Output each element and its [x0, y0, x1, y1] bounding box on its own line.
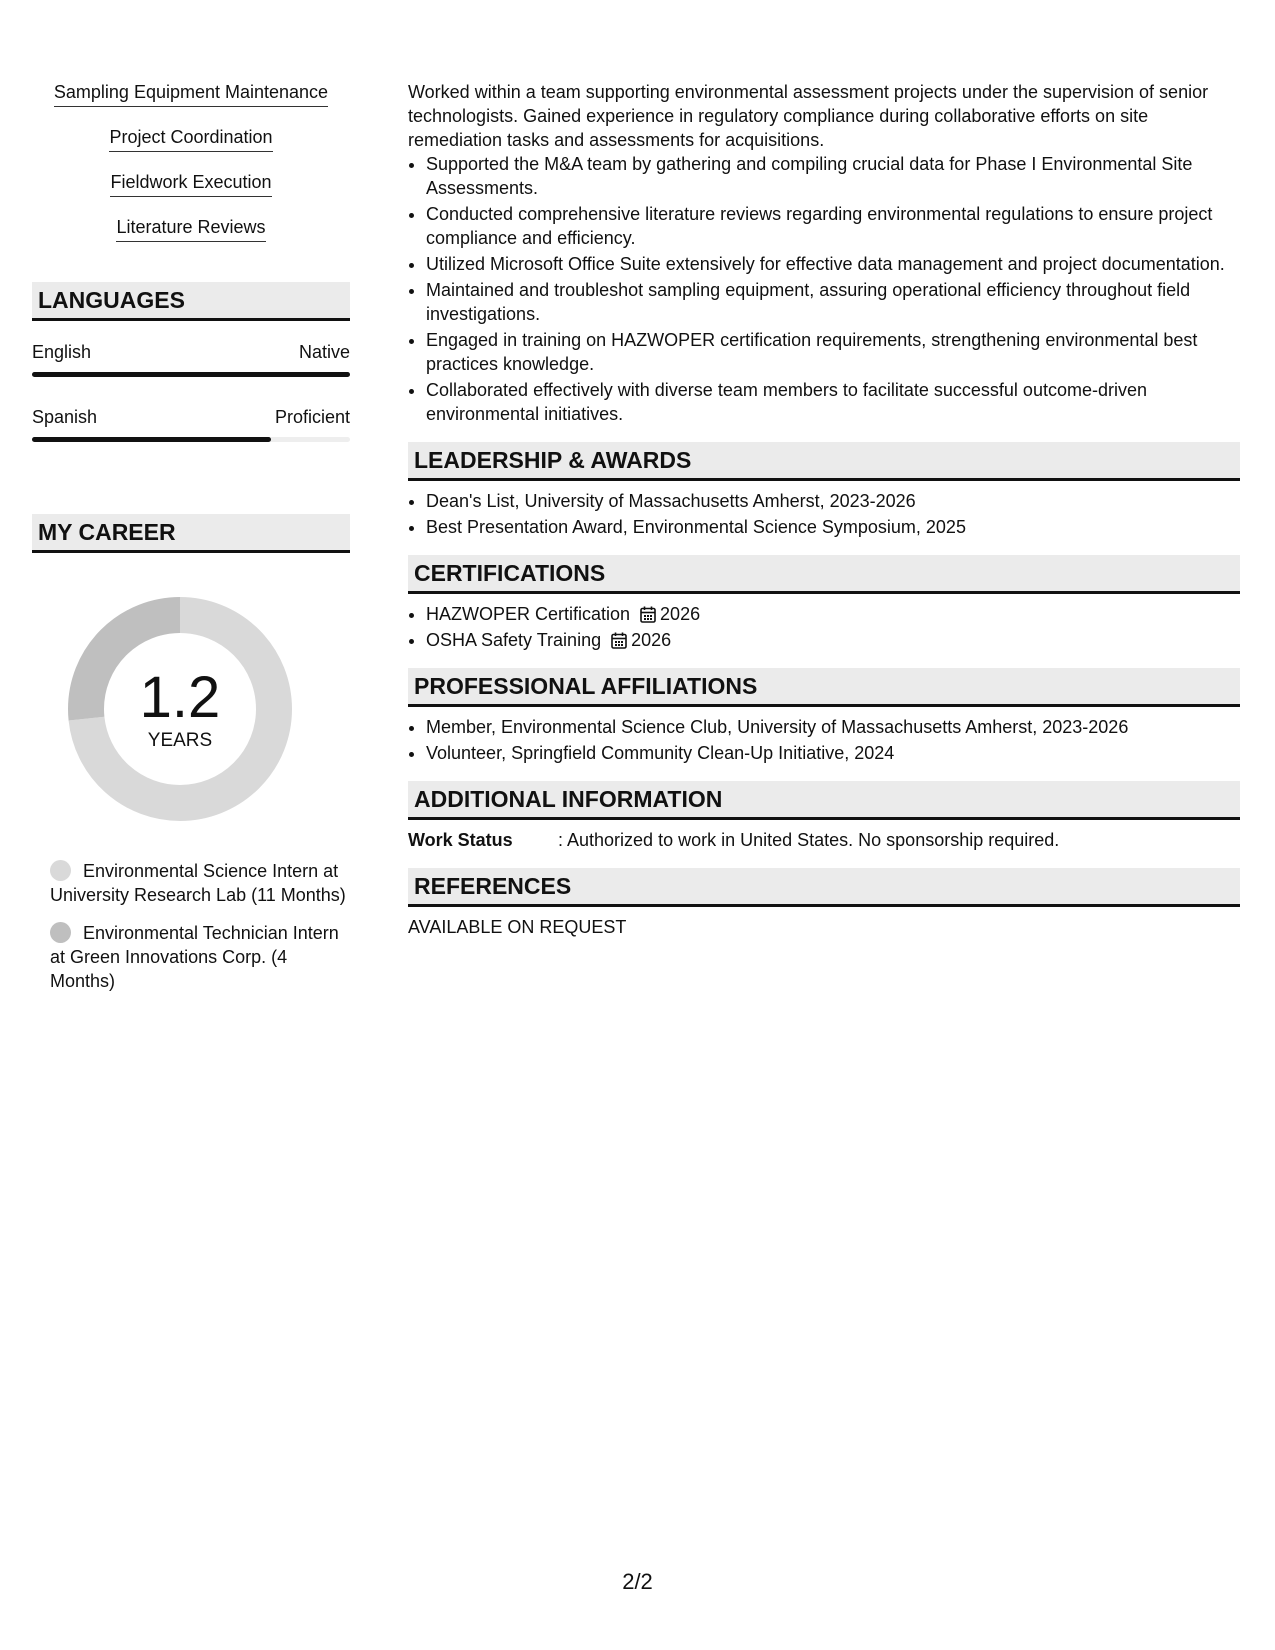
skill-label: Project Coordination [109, 125, 272, 152]
references-text: AVAILABLE ON REQUEST [408, 917, 627, 937]
language-level: Native [298, 342, 350, 362]
experience-bullet: • Supported the M&A team by gathering and compiling crucial data for Phase I Environmental Site Assessments. [426, 152, 1240, 200]
skill-label: Fieldwork Execution [110, 170, 271, 197]
language-entry [32, 340, 350, 377]
language-proficiency-fill [32, 437, 271, 442]
sidebar [32, 80, 350, 1007]
career-item-text: Environmental Science Intern at University Research Lab (11 Months) [50, 861, 346, 905]
career-legend-dot [50, 860, 71, 881]
career-list [32, 859, 350, 993]
career-donut-chart [66, 595, 294, 823]
affiliation-item: • Volunteer, Springfield Community Clean-Up Initiative, 2024 [426, 741, 1240, 765]
skill-item [32, 215, 350, 242]
language-proficiency-bar [32, 437, 350, 442]
page-number: 2/2 [622, 1569, 653, 1594]
language-proficiency-fill [32, 372, 350, 377]
skill-item [32, 125, 350, 152]
certification-year: 2026 [631, 630, 672, 650]
work-status-row [408, 828, 1240, 852]
awards-list [408, 489, 1240, 539]
skills-list [32, 80, 350, 242]
references-heading: REFERENCES [408, 868, 1240, 907]
certification-item [426, 602, 1240, 626]
languages-heading: LANGUAGES [32, 282, 350, 321]
experience-summary: Worked within a team supporting environmental assessment projects under the supervision of senior technologists. Gained experience in regulatory compliance during collaborative efforts on site remediation tasks and assessments for acquisitions. [408, 82, 1209, 150]
language-proficiency-bar [32, 372, 350, 377]
language-name: English [32, 342, 92, 362]
skill-item [32, 170, 350, 197]
certification-year: 2026 [660, 604, 701, 624]
skill-label: Literature Reviews [116, 215, 265, 242]
certification-item [426, 628, 1240, 652]
affiliations-list [408, 715, 1240, 765]
certifications-heading: CERTIFICATIONS [408, 555, 1240, 594]
career-years-unit: YEARS [147, 730, 213, 751]
affiliation-item: • Member, Environmental Science Club, University of Massachusetts Amherst, 2023-2026 [426, 715, 1240, 739]
additional-info-heading: ADDITIONAL INFORMATION [408, 781, 1240, 820]
experience-bullets [408, 152, 1240, 426]
language-level: Proficient [274, 407, 350, 427]
experience-bullet: • Engaged in training on HAZWOPER certification requirements, strengthening environmental best practices knowledge. [426, 328, 1240, 376]
career-item [50, 921, 350, 993]
calendar-icon [640, 606, 656, 623]
career-item [50, 859, 350, 907]
skill-label: Sampling Equipment Maintenance [54, 80, 328, 107]
certification-name: OSHA Safety Training [426, 630, 602, 650]
experience-bullet: • Collaborated effectively with diverse team members to facilitate successful outcome-driven environmental initiatives. [426, 378, 1240, 426]
career-years-value: 1.2 [139, 665, 221, 730]
career-legend-dot [50, 922, 71, 943]
main-content [408, 80, 1240, 939]
affiliations-heading: PROFESSIONAL AFFILIATIONS [408, 668, 1240, 707]
certifications-list [408, 602, 1240, 652]
experience-bullet: • Utilized Microsoft Office Suite extensively for effective data management and project documentation. [426, 252, 1240, 276]
language-name: Spanish [32, 407, 98, 427]
career-heading: MY CAREER [32, 514, 350, 553]
work-status-value: : Authorized to work in United States. No sponsorship required. [558, 830, 1060, 850]
awards-heading: LEADERSHIP & AWARDS [408, 442, 1240, 481]
certification-name: HAZWOPER Certification [426, 604, 631, 624]
experience-bullet: • Conducted comprehensive literature reviews regarding environmental regulations to ensure project compliance and efficiency. [426, 202, 1240, 250]
language-entry [32, 405, 350, 442]
award-item: • Best Presentation Award, Environmental Science Symposium, 2025 [426, 515, 1240, 539]
work-status-label: Work Status [408, 830, 513, 850]
skill-item [32, 80, 350, 107]
career-item-text: Environmental Technician Intern at Green Innovations Corp. (4 Months) [50, 923, 339, 991]
experience-bullet: • Maintained and troubleshot sampling equipment, assuring operational efficiency throughout field investigations. [426, 278, 1240, 326]
award-item: • Dean's List, University of Massachusetts Amherst, 2023-2026 [426, 489, 1240, 513]
calendar-icon [611, 632, 627, 649]
